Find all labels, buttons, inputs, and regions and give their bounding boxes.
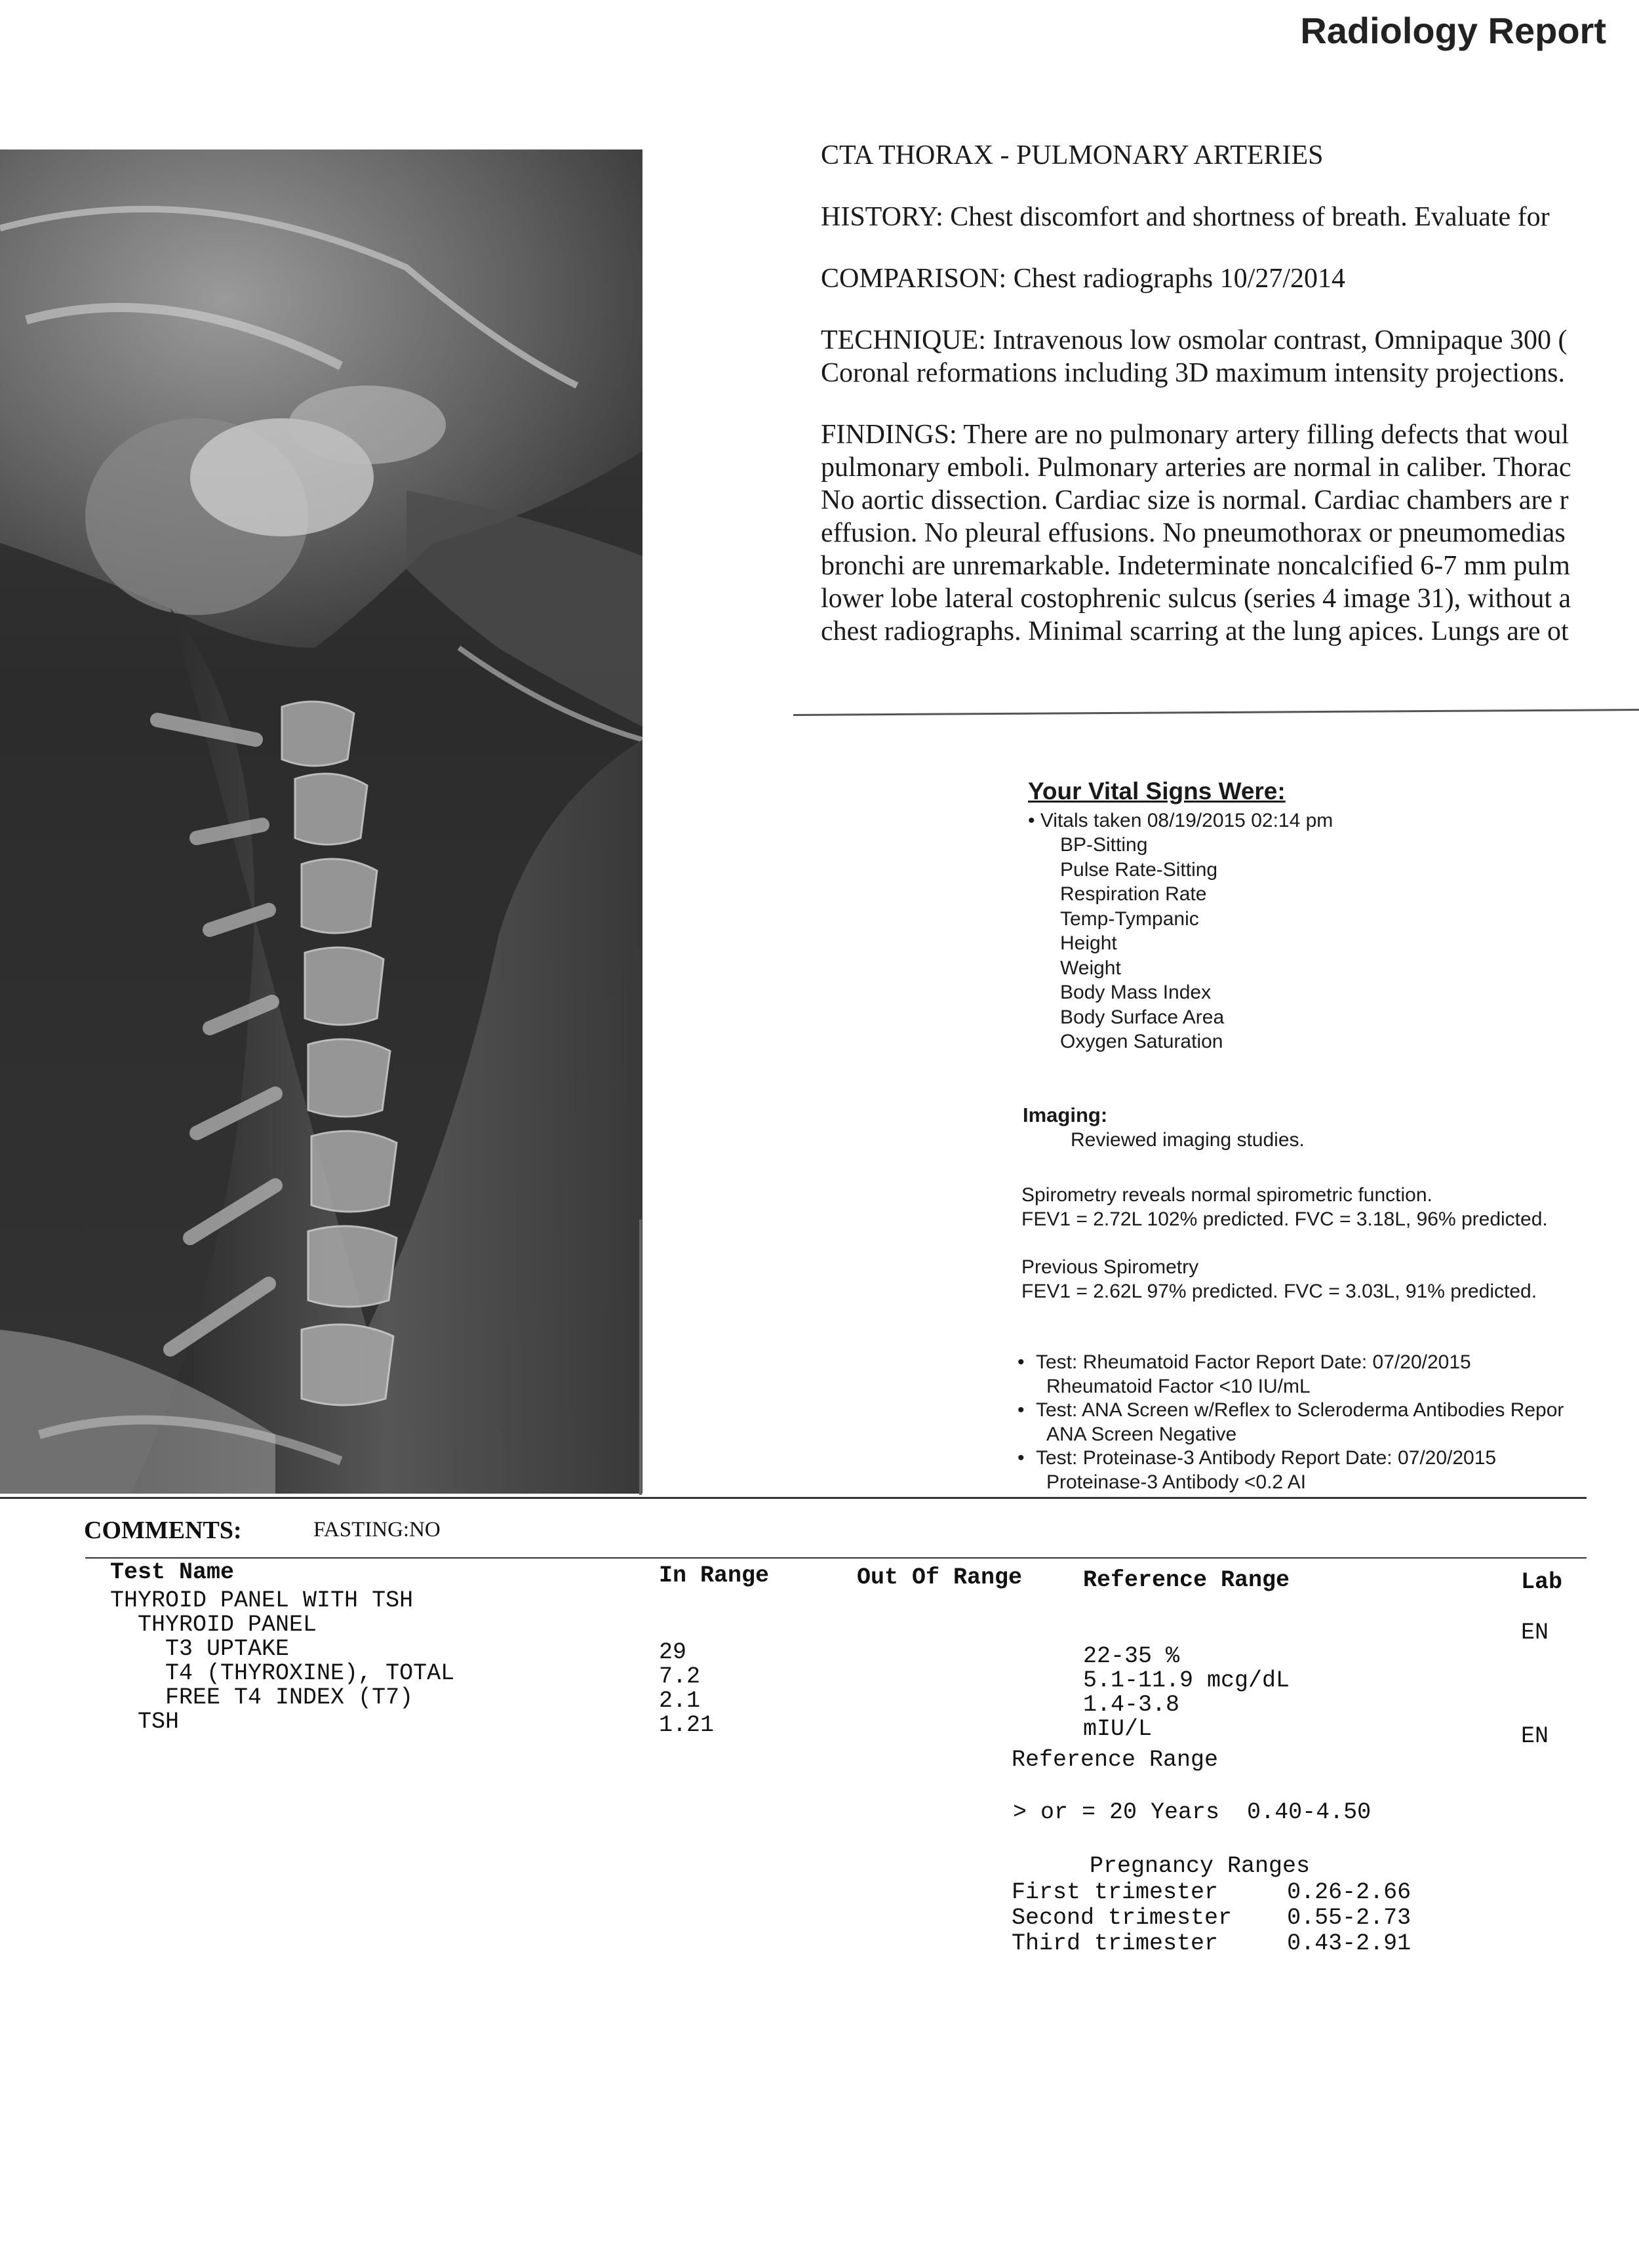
pregnancy-range-row: First trimester 0.26-2.66 bbox=[1012, 1879, 1412, 1905]
vital-item: Weight bbox=[1060, 957, 1121, 979]
test-name-cell: T3 UPTAKE bbox=[110, 1636, 290, 1662]
in-range-cell: 2.1 bbox=[659, 1688, 701, 1714]
tsh-adult-range: > or = 20 Years 0.40-4.50 bbox=[1013, 1799, 1372, 1825]
in-range-cell: 29 bbox=[659, 1639, 687, 1665]
report-technique-line: TECHNIQUE: Intravenous low osmolar contrast, Omnipaque 300 ( bbox=[821, 325, 1568, 355]
report-findings-line: effusion. No pleural effusions. No pneumothorax or pneumomedias bbox=[821, 518, 1566, 548]
report-comparison-line: COMPARISON: Chest radiographs 10/27/2014 bbox=[821, 264, 1345, 294]
vital-item: Oxygen Saturation bbox=[1060, 1031, 1223, 1052]
vitals-taken-text: Vitals taken 08/19/2015 02:14 pm bbox=[1040, 810, 1333, 831]
radiology-report-title: Radiology Report bbox=[1300, 10, 1606, 51]
vital-item: Body Mass Index bbox=[1060, 982, 1212, 1003]
vital-signs-heading: Your Vital Signs Were: bbox=[1028, 778, 1286, 805]
test-name-cell: THYROID PANEL bbox=[110, 1612, 317, 1638]
test-name-cell: T4 (THYROXINE), TOTAL bbox=[110, 1660, 455, 1686]
test-title: Test: Rheumatoid Factor Report Date: 07/20/2015 bbox=[1036, 1351, 1471, 1373]
report-findings-line: lower lobe lateral costophrenic sulcus (series 4 image 31), without a bbox=[821, 584, 1571, 614]
bullet: • bbox=[1017, 1399, 1025, 1421]
vital-item: Respiration Rate bbox=[1060, 883, 1207, 905]
lab-cell: EN bbox=[1521, 1620, 1549, 1646]
lab-cell: EN bbox=[1521, 1723, 1549, 1749]
previous-spirometry-values: FEV1 = 2.62L 97% predicted. FVC = 3.03L, 91% predicted. bbox=[1021, 1281, 1537, 1302]
test-result: Rheumatoid Factor <10 IU/mL bbox=[1046, 1375, 1311, 1397]
header-out-of-range: Out Of Range bbox=[857, 1564, 1023, 1591]
report-history-line: HISTORY: Chest discomfort and shortness of breath. Evaluate for bbox=[821, 202, 1550, 232]
spirometry-line: Spirometry reveals normal spirometric function. bbox=[1021, 1184, 1432, 1206]
test-name-cell: TSH bbox=[110, 1709, 180, 1735]
bullet: • bbox=[1017, 1447, 1025, 1469]
pregnancy-ranges-heading: Pregnancy Ranges bbox=[1090, 1853, 1311, 1879]
test-result: ANA Screen Negative bbox=[1046, 1423, 1237, 1445]
in-range-cell: 1.21 bbox=[659, 1712, 715, 1738]
reference-cell: mIU/L bbox=[1083, 1716, 1153, 1742]
report-findings-line: chest radiographs. Minimal scarring at the lung apices. Lungs are ot bbox=[821, 616, 1569, 647]
in-range-cell: 7.2 bbox=[659, 1663, 701, 1690]
header-reference-range: Reference Range bbox=[1083, 1567, 1290, 1593]
reference-cell: 5.1-11.9 mcg/dL bbox=[1083, 1667, 1290, 1694]
vital-item: BP-Sitting bbox=[1060, 834, 1148, 856]
vital-item: Body Surface Area bbox=[1060, 1006, 1225, 1028]
vital-item: Pulse Rate-Sitting bbox=[1060, 858, 1218, 881]
report-findings-line: FINDINGS: There are no pulmonary artery filling defects that woul bbox=[821, 420, 1570, 450]
header-lab: Lab bbox=[1521, 1569, 1563, 1595]
tsh-reference-heading: Reference Range bbox=[1012, 1747, 1219, 1773]
spirometry-values: FEV1 = 2.72L 102% predicted. FVC = 3.18L, 96% predicted. bbox=[1021, 1208, 1548, 1230]
report-findings-line: bronchi are unremarkable. Indeterminate noncalcified 6-7 mm pulm bbox=[821, 551, 1570, 581]
report-findings-line: No aortic dissection. Cardiac size is normal. Cardiac chambers are r bbox=[821, 485, 1569, 515]
bullet: • bbox=[1017, 1351, 1025, 1373]
test-name-cell: FREE T4 INDEX (T7) bbox=[110, 1684, 414, 1711]
report-exam-line: CTA THORAX - PULMONARY ARTERIES bbox=[821, 140, 1324, 170]
comments-label: COMMENTS: bbox=[84, 1517, 242, 1544]
reference-cell: 1.4-3.8 bbox=[1083, 1692, 1180, 1718]
pregnancy-range-row: Third trimester 0.43-2.91 bbox=[1012, 1930, 1412, 1957]
header-in-range: In Range bbox=[659, 1562, 770, 1589]
test-title: Test: ANA Screen w/Reflex to Scleroderma Antibodies Repor bbox=[1036, 1399, 1564, 1421]
bullet: • bbox=[1028, 810, 1040, 831]
imaging-body: Reviewed imaging studies. bbox=[1071, 1129, 1305, 1151]
vital-item: Temp-Tympanic bbox=[1060, 907, 1199, 930]
test-name-cell: THYROID PANEL WITH TSH bbox=[110, 1587, 414, 1614]
test-result: Proteinase-3 Antibody <0.2 AI bbox=[1046, 1471, 1307, 1493]
report-findings-line: pulmonary emboli. Pulmonary arteries are normal in caliber. Thorac bbox=[821, 452, 1571, 483]
test-title: Test: Proteinase-3 Antibody Report Date: 07/20/2015 bbox=[1036, 1447, 1497, 1469]
imaging-heading: Imaging: bbox=[1023, 1104, 1108, 1126]
header-test-name: Test Name bbox=[110, 1559, 235, 1585]
report-technique-line: Coronal reformations including 3D maximum intensity projections. bbox=[821, 358, 1565, 388]
fasting-status: FASTING:NO bbox=[313, 1518, 441, 1542]
pregnancy-range-row: Second trimester 0.55-2.73 bbox=[1012, 1905, 1412, 1931]
previous-spirometry-heading: Previous Spirometry bbox=[1021, 1256, 1199, 1278]
vital-item: Height bbox=[1060, 932, 1117, 954]
reference-cell: 22-35 % bbox=[1083, 1643, 1180, 1669]
